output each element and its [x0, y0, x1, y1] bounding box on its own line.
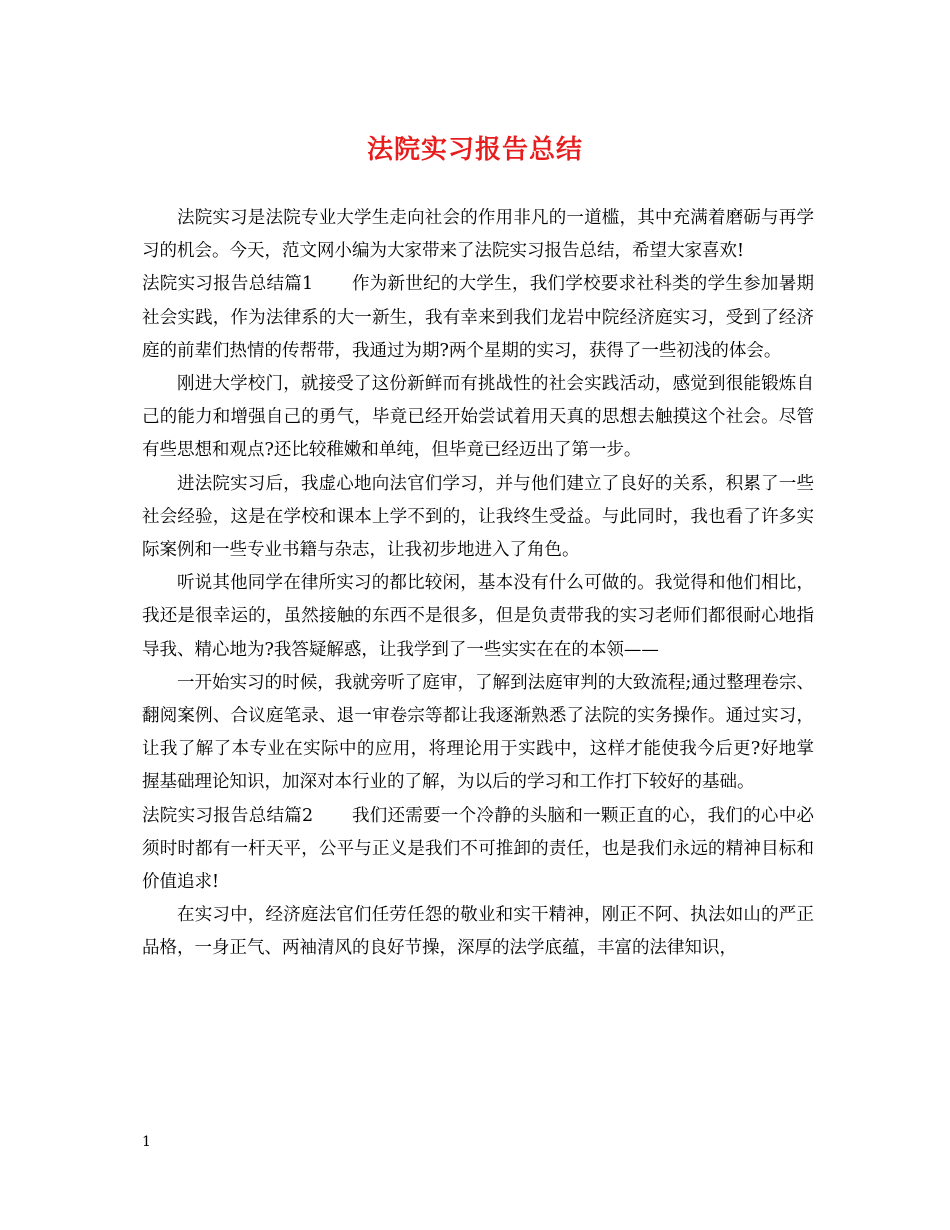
section-heading-2: 法院实习报告总结篇2	[142, 805, 314, 826]
page-number: 1	[142, 1134, 151, 1150]
paragraph-text: 作为新世纪的大学生，我们学校要求社科类的学生参加暑期社会实践，作为法律系的大一新生，我有幸来到我们龙岩中院经济庭实习，受到了经济庭的前辈们热情的传帮带，我通过为期?两个星期的实习，获得了一些初浅的体会。	[142, 274, 814, 361]
paragraph-intro: 法院实习是法院专业大学生走向社会的作用非凡的一道槛，其中充满着磨砺与再学习的机会。今天，范文网小编为大家带来了法院实习报告总结，希望大家喜欢!	[142, 208, 814, 262]
document-body	[142, 202, 814, 966]
paragraph: 刚进大学校门，就接受了这份新鲜而有挑战性的社会实践活动，感觉到很能锻炼自己的能力和增强自己的勇气，毕竟已经开始尝试着用天真的思想去触摸这个社会。尽管有些思想和观点?还比较稚嫩和单纯，但毕竟已经迈出了第一步。	[142, 374, 814, 461]
document-title: 法院实习报告总结	[366, 135, 583, 165]
paragraph-section-1-start	[142, 268, 814, 368]
paragraph-text: 我们还需要一个冷静的头脑和一颗正直的心，我们的心中必须时时都有一杆天平，公平与正义是我们不可推卸的责任，也是我们永远的精神目标和价值追求!	[142, 805, 814, 893]
paragraph: 进法院实习后，我虚心地向法官们学习，并与他们建立了良好的关系，积累了一些社会经验，这是在学校和课本上学不到的，让我终生受益。与此同时，我也看了许多实际案例和一些专业书籍与杂志，让我初步地进入了角色。	[142, 473, 814, 561]
paragraph: 听说其他同学在律所实习的都比较闲，基本没有什么可做的。我觉得和他们相比，我还是很幸运的，虽然接触的东西不是很多，但是负责带我的实习老师们都很耐心地指导我、精心地为?我答疑解惑，让我学到了一些实实在在的本领——	[142, 573, 814, 660]
paragraph-section-2-start	[142, 800, 814, 900]
paragraph: 一开始实习的时候，我就旁听了庭审，了解到法庭审判的大致流程;通过整理卷宗、翻阅案例、合议庭笔录、退一审卷宗等都让我逐渐熟悉了法院的实务操作。通过实习，让我了解了本专业在实际中的应用，将理论用于实践中，这样才能使我今后更?好地掌握基础理论知识，加深对本行业的了解，为以后的学习和工作打下较好的基础。	[142, 672, 814, 793]
paragraph: 在实习中，经济庭法官们任劳任怨的敬业和实干精神，刚正不阿、执法如山的严正品格，一身正气、两袖清风的良好节操，深厚的法学底蕴，丰富的法律知识，	[142, 905, 814, 959]
section-heading-1: 法院实习报告总结篇1	[142, 274, 314, 295]
